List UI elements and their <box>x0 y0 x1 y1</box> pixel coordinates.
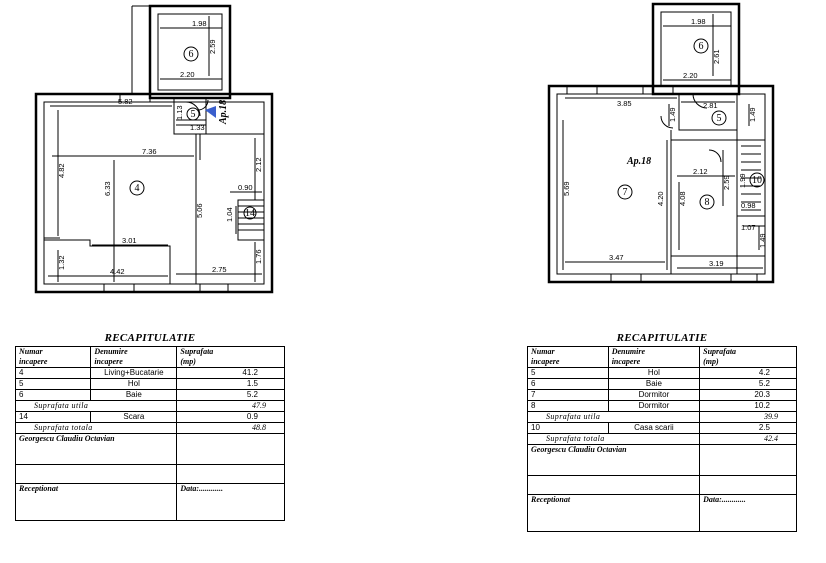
dim-label: 2.12 <box>693 167 708 176</box>
dim-label: 0.98 <box>741 201 756 210</box>
table-row <box>528 423 797 434</box>
dim-label: 5.82 <box>118 97 133 106</box>
room-area: 5.2 <box>177 390 285 401</box>
dim-label: 6.33 <box>103 181 112 196</box>
room-5-label: 5 <box>716 113 722 124</box>
dim-label: 2.20 <box>683 71 698 80</box>
room-10-label: 10 <box>752 175 762 186</box>
reception-row <box>528 495 797 532</box>
room-name: Baie <box>91 390 177 401</box>
dim-label: 2.75 <box>212 265 227 274</box>
header-sup-b: (mp) <box>703 357 719 366</box>
dim-label: 5.69 <box>562 181 571 196</box>
room-area: 5.2 <box>700 379 797 390</box>
dim-label: 1.49 <box>748 107 757 122</box>
owner-name: Georgescu Claudiu Octavian <box>16 434 177 465</box>
dim-label: 4.20 <box>656 191 665 206</box>
room-name: Baie <box>608 379 699 390</box>
room-6-label: 6 <box>188 49 194 60</box>
room-number: 14 <box>16 412 91 423</box>
room-area: 2.5 <box>700 423 797 434</box>
dim-label: 4.42 <box>110 267 125 276</box>
table-row <box>528 368 797 379</box>
dim-label: 7.36 <box>142 147 157 156</box>
total-area-label: Suprafata totala <box>528 434 700 445</box>
dim-label: 1.49 <box>668 107 677 122</box>
header-sup-b: (mp) <box>180 357 196 366</box>
table-header <box>528 347 797 368</box>
owner-signature-cell <box>700 445 797 476</box>
receptionat-label: Receptionat <box>528 495 700 532</box>
header-sup-a: Suprafata <box>703 347 737 356</box>
room-number: 5 <box>528 368 609 379</box>
room-5-label: 5 <box>190 109 196 120</box>
room-name: Dormitor <box>608 390 699 401</box>
dim-label: 1.98 <box>192 19 207 28</box>
data-label: Data:............ <box>177 484 285 521</box>
room-4-label: 4 <box>134 183 140 194</box>
dim-label: 2.61 <box>712 49 721 64</box>
room-area: 41.2 <box>177 368 285 379</box>
room-area: 20.3 <box>700 390 797 401</box>
owner-name: Georgescu Claudiu Octavian <box>528 445 700 476</box>
header-den-a: Denumire <box>611 347 646 356</box>
room-name: Hol <box>91 379 177 390</box>
room-14-label: 14 <box>245 208 255 219</box>
room-7-label: 7 <box>622 187 628 198</box>
room-number: 6 <box>528 379 609 390</box>
dim-label: 2.12 <box>254 157 263 172</box>
dim-label: 1.76 <box>254 249 263 264</box>
room-number: 7 <box>528 390 609 401</box>
total-area-label: Suprafata totala <box>16 423 177 434</box>
floor-plan-left <box>0 0 300 300</box>
table-row <box>16 390 285 401</box>
table-row <box>16 412 285 423</box>
dim-label: 5.06 <box>195 203 204 218</box>
dim-label: 2.59 <box>722 175 731 190</box>
usable-area-label: Suprafata utila <box>528 412 700 423</box>
dim-label: 2.20 <box>180 70 195 79</box>
dim-label: 1.98 <box>691 17 706 26</box>
recap-table-left <box>15 330 285 521</box>
owner-row <box>528 445 797 476</box>
dim-label: 1.07 <box>741 223 756 232</box>
room-name: Scara <box>91 412 177 423</box>
blank-row <box>528 476 797 495</box>
reception-row <box>16 484 285 521</box>
dim-label: 1.04 <box>225 207 234 222</box>
header-sup-a: Suprafata <box>180 347 214 356</box>
room-area: 10.2 <box>700 401 797 412</box>
dim-label: 3.01 <box>122 236 137 245</box>
dim-label: 2.59 <box>208 39 217 54</box>
dim-label: 1.49 <box>758 233 767 248</box>
room-name: Casa scarii <box>608 423 699 434</box>
dim-label: 2.81 <box>703 101 718 110</box>
owner-row <box>16 434 285 465</box>
room-number: 5 <box>16 379 91 390</box>
dim-label: 3.19 <box>709 259 724 268</box>
usable-area-value: 39.9 <box>700 412 797 423</box>
room-name: Hol <box>608 368 699 379</box>
header-nr-b: incapere <box>531 357 560 366</box>
total-area-value: 48.8 <box>177 423 285 434</box>
room-8-label: 8 <box>704 197 710 208</box>
room-name: Dormitor <box>608 401 699 412</box>
usable-area-row <box>528 412 797 423</box>
table-row <box>16 379 285 390</box>
header-den-b: incapere <box>94 357 123 366</box>
room-area: 1.5 <box>177 379 285 390</box>
total-area-value: 42.4 <box>700 434 797 445</box>
room-6-label: 6 <box>698 41 704 52</box>
room-number: 10 <box>528 423 609 434</box>
table-header <box>16 347 285 368</box>
dim-label: 1.13 <box>175 105 184 120</box>
room-number: 6 <box>16 390 91 401</box>
room-number: 4 <box>16 368 91 379</box>
header-nr-a: Numar <box>19 347 43 356</box>
header-den-b: incapere <box>611 357 641 366</box>
data-label: Data:............ <box>700 495 797 532</box>
recap-title: RECAPITULATIE <box>104 332 196 344</box>
table-row <box>528 379 797 390</box>
dim-label: 4.08 <box>678 191 687 206</box>
usable-area-value: 47.9 <box>177 401 285 412</box>
receptionat-label: Receptionat <box>16 484 177 521</box>
room-number: 8 <box>528 401 609 412</box>
room-name: Living+Bucatarie <box>91 368 177 379</box>
total-area-row <box>16 423 285 434</box>
dim-label: 0.90 <box>238 183 253 192</box>
dim-label: 1.99 <box>738 173 747 188</box>
dim-label: 3.47 <box>609 253 624 262</box>
apartment-label: Ap.18 <box>218 99 229 124</box>
header-nr-b: incapere <box>19 357 48 366</box>
usable-area-label: Suprafata utila <box>16 401 177 412</box>
dim-label: 3.85 <box>617 99 632 108</box>
total-area-row <box>528 434 797 445</box>
room-area: 4.2 <box>700 368 797 379</box>
blank-row <box>16 465 285 484</box>
table-row <box>16 368 285 379</box>
table-row <box>528 401 797 412</box>
owner-signature-cell <box>177 434 285 465</box>
dim-label: 4.82 <box>57 163 66 178</box>
apartment-label: Ap.18 <box>627 156 652 167</box>
dim-label: 1.33 <box>190 123 205 132</box>
recap-table-right <box>527 330 797 532</box>
header-den-a: Denumire <box>94 347 128 356</box>
table-row <box>528 390 797 401</box>
usable-area-row <box>16 401 285 412</box>
floor-plan-right <box>513 0 813 300</box>
header-nr-a: Numar <box>531 347 555 356</box>
dim-label: 1.32 <box>57 255 66 270</box>
room-area: 0.9 <box>177 412 285 423</box>
recap-title: RECAPITULATIE <box>616 332 708 344</box>
